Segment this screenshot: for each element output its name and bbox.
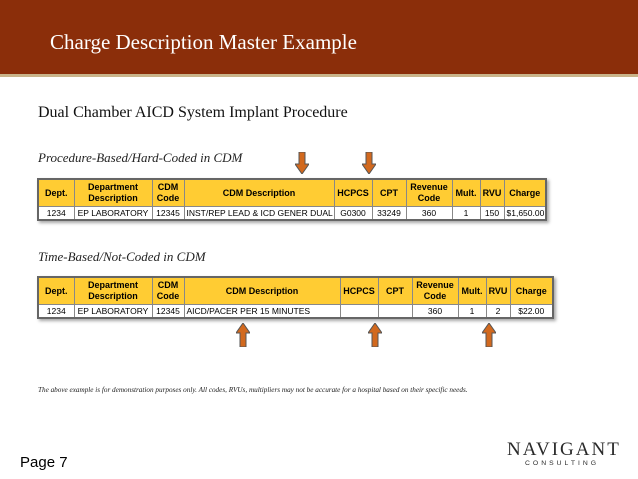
table-header-row [38, 277, 553, 305]
header-charge: Charge [504, 179, 546, 207]
cell-mult: 1 [458, 305, 486, 318]
cell-cdm-code: 12345 [152, 207, 184, 220]
cell-cpt: 33249 [372, 207, 406, 220]
header-cdm-description: CDM Description [184, 179, 334, 207]
header-cdm-code: CDM Code [152, 179, 184, 207]
cell-rvu: 150 [480, 207, 504, 220]
table-row [38, 305, 553, 318]
header-hcpcs: HCPCS [340, 277, 378, 305]
cell-revenue-code: 360 [406, 207, 452, 220]
cell-hcpcs: G0300 [334, 207, 372, 220]
cell-cdm-description: INST/REP LEAD & ICD GENER DUAL [184, 207, 334, 220]
cell-hcpcs [340, 305, 378, 318]
section-label-procedure-based: Procedure-Based/Hard-Coded in CDM [38, 150, 243, 165]
cell-dept: 1234 [38, 207, 74, 220]
cell-rvu: 2 [486, 305, 510, 318]
arrow-up-icon [368, 323, 382, 347]
cell-charge: $22.00 [510, 305, 553, 318]
header-department-description: Department Description [74, 179, 152, 207]
header-charge: Charge [510, 277, 553, 305]
header-department-description: Department Description [74, 277, 152, 305]
header-rvu: RVU [480, 179, 504, 207]
header-cdm-code: CDM Code [152, 277, 184, 305]
table-header-row [38, 179, 546, 207]
section-label-time-based: Time-Based/Not-Coded in CDM [38, 249, 206, 264]
navigant-logo [507, 439, 629, 467]
header-cdm-description: CDM Description [184, 277, 340, 305]
logo-sub: CONSULTING [525, 460, 600, 467]
table-row [38, 207, 546, 220]
logo-brand: NAVIGANT [507, 439, 621, 460]
arrow-down-icon [295, 152, 309, 174]
header-revenue-code: Revenue Code [412, 277, 458, 305]
cell-dept: 1234 [38, 305, 74, 318]
cdm-table-time-based [37, 276, 554, 319]
page-title: Charge Description Master Example [50, 30, 357, 54]
header-mult: Mult. [452, 179, 480, 207]
header-cpt: CPT [378, 277, 412, 305]
header-mult: Mult. [458, 277, 486, 305]
cell-department-description: EP LABORATORY [74, 305, 152, 318]
cell-mult: 1 [452, 207, 480, 220]
cell-cdm-code: 12345 [152, 305, 184, 318]
cdm-table-procedure-based [37, 178, 547, 221]
header-dept: Dept. [38, 179, 74, 207]
header-revenue-code: Revenue Code [406, 179, 452, 207]
header-dept: Dept. [38, 277, 74, 305]
page-number: Page 7 [20, 454, 68, 471]
header-hcpcs: HCPCS [334, 179, 372, 207]
header-cpt: CPT [372, 179, 406, 207]
cell-charge: $1,650.00 [504, 207, 546, 220]
header-rvu: RVU [486, 277, 510, 305]
cell-cpt [378, 305, 412, 318]
cell-department-description: EP LABORATORY [74, 207, 152, 220]
cell-cdm-description: AICD/PACER PER 15 MINUTES [184, 305, 340, 318]
procedure-subtitle: Dual Chamber AICD System Implant Procedure [38, 104, 348, 121]
arrow-up-icon [236, 323, 250, 347]
cell-revenue-code: 360 [412, 305, 458, 318]
title-bar [0, 0, 638, 77]
arrow-down-icon [362, 152, 376, 174]
arrow-up-icon [482, 323, 496, 347]
disclaimer-text: The above example is for demonstration purposes only. All codes, RVUs, multipliers may not be accurate for a hospital based on their specific needs. [38, 386, 468, 394]
